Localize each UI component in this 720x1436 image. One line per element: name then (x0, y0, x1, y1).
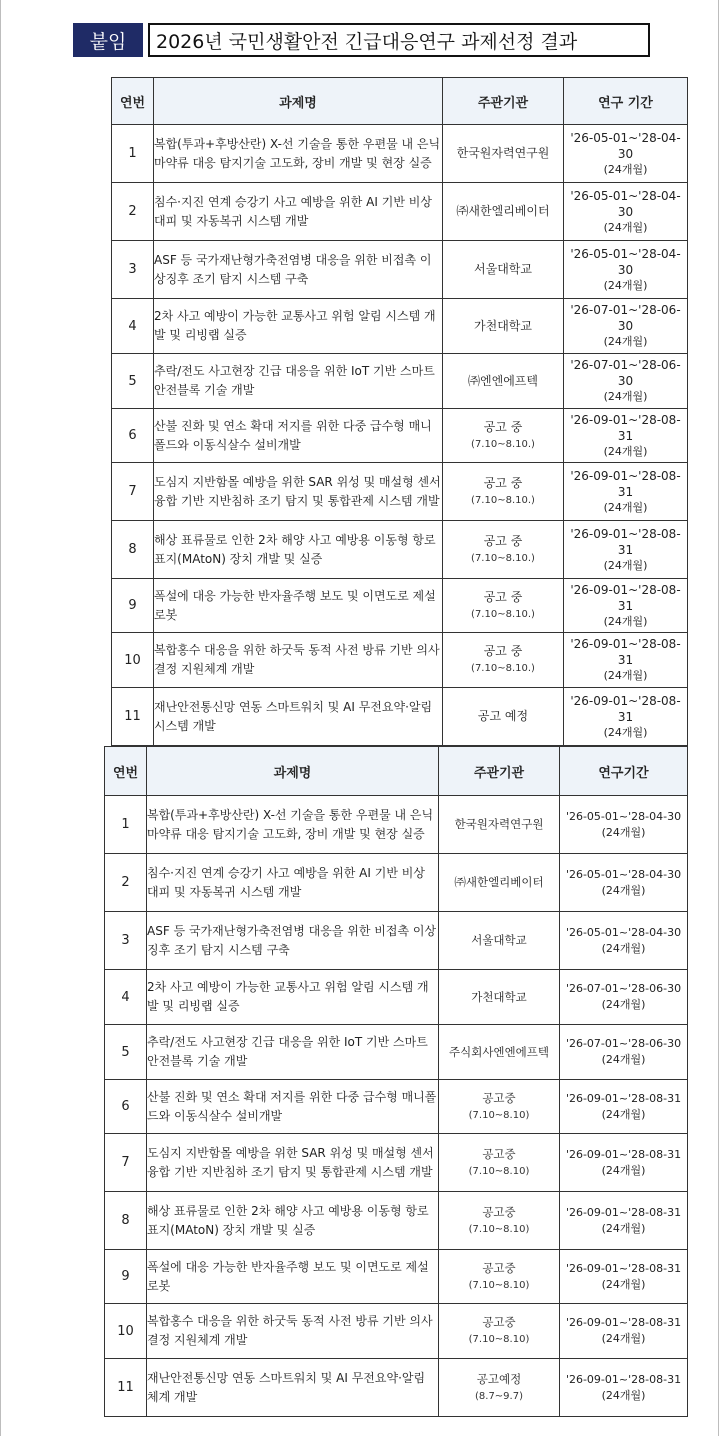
period-dates: '26-09-01~'28-08-31 (565, 1316, 682, 1329)
period-dates: '26-05-01~'28-04-30 (570, 246, 681, 277)
research-period (560, 1359, 688, 1417)
period-months: (24개월) (601, 1332, 646, 1345)
period-dates: '26-09-01~'28-08-31 (570, 412, 681, 443)
row-number: 7 (112, 463, 154, 521)
project-title: ASF 등 국가재난형가축전염병 대응을 위한 비접촉 이상징후 조기 탐지 시스템 구축 (147, 912, 439, 970)
period-months: (24개월) (601, 941, 646, 955)
selection-table-1 (111, 77, 688, 746)
table-row (112, 409, 688, 463)
org-name: 공고중 (482, 1146, 516, 1161)
lead-institution (439, 912, 560, 970)
project-title: 재난안전통신망 연동 스마트워치 및 AI 무전요약·알림 체계 개발 (147, 1359, 439, 1417)
lead-institution (443, 463, 564, 521)
research-period (560, 796, 688, 854)
table-row (105, 1250, 688, 1304)
org-name: 공고 중 (483, 589, 523, 604)
table-row (105, 912, 688, 970)
table-row (112, 125, 688, 183)
org-name: 한국원자력연구원 (454, 817, 544, 831)
table-row (112, 521, 688, 579)
period-dates: '26-07-01~'28-06-30 (570, 358, 681, 388)
period-dates: '26-09-01~'28-08-31 (570, 637, 681, 667)
row-number: 8 (105, 1192, 147, 1250)
table-row (105, 854, 688, 912)
lead-institution (439, 970, 560, 1025)
research-period (560, 1250, 688, 1304)
project-title: 해상 표류물로 인한 2차 해양 사고 예방용 이동형 항로표지(MAtoN) 장치 개발 및 실증 (154, 521, 443, 579)
org-name: 공고 중 (483, 533, 523, 548)
lead-institution (439, 1359, 560, 1417)
col-header-period: 연구 기간 (564, 78, 688, 125)
project-title: 산불 진화 및 연소 확대 저지를 위한 다중 급수형 매니폴드와 이동식살수 설비개발 (147, 1080, 439, 1134)
table-row (112, 463, 688, 521)
org-schedule: (8.7~9.7) (475, 1390, 523, 1402)
period-months: (24개월) (601, 1107, 646, 1121)
project-title: 산불 진화 및 연소 확대 저지를 위한 다중 급수형 매니폴드와 이동식살수 설비개발 (154, 409, 443, 463)
research-period (564, 463, 688, 521)
project-title: 해상 표류물로 인한 2차 해양 사고 예방용 이동형 항로표지(MAtoN) 장치 개발 및 실증 (147, 1192, 439, 1250)
lead-institution (439, 1134, 560, 1192)
research-period (560, 1025, 688, 1080)
period-dates: '26-05-01~'28-04-30 (570, 130, 681, 161)
period-months: (24개월) (603, 335, 648, 348)
lead-institution (443, 241, 564, 299)
period-months: (24개월) (601, 1277, 646, 1291)
org-schedule: (7.10~8.10.) (471, 552, 535, 564)
row-number: 2 (112, 183, 154, 241)
project-title: ASF 등 국가재난형가축전염병 대응을 위한 비접촉 이상징후 조기 탐지 시스템 구축 (154, 241, 443, 299)
org-name: ㈜엔엔에프텍 (468, 373, 538, 388)
lead-institution (443, 521, 564, 579)
project-title: 폭설에 대응 가능한 반자율주행 보도 및 이면도로 제설 로봇 (147, 1250, 439, 1304)
period-months: (24개월) (603, 614, 648, 628)
row-number: 11 (112, 688, 154, 746)
org-schedule: (7.10~8.10) (468, 1109, 530, 1121)
table-row (112, 183, 688, 241)
research-period (564, 354, 688, 409)
org-schedule: (7.10~8.10.) (471, 494, 535, 506)
period-dates: '26-09-01~'28-08-31 (565, 1372, 682, 1386)
project-title: 재난안전통신망 연동 스마트워치 및 AI 무전요약·알림 시스템 개발 (154, 688, 443, 746)
row-number: 10 (112, 633, 154, 688)
lead-institution (443, 688, 564, 746)
research-period (564, 409, 688, 463)
lead-institution (443, 183, 564, 241)
org-name: 공고중 (482, 1315, 516, 1329)
col-header-org: 주관기관 (439, 747, 560, 796)
col-header-org: 주관기관 (443, 78, 564, 125)
row-number: 7 (105, 1134, 147, 1192)
research-period (560, 1080, 688, 1134)
table-row (105, 1192, 688, 1250)
row-number: 5 (105, 1025, 147, 1080)
project-title: 복합(투과+후방산란) X-선 기술을 통한 우편물 내 은닉 마약류 대응 탐지기술 고도화, 장비 개발 및 현장 실증 (154, 125, 443, 183)
lead-institution (439, 1304, 560, 1359)
period-months: (24개월) (603, 725, 648, 739)
org-name: 공고예정 (476, 1371, 522, 1386)
research-period (560, 912, 688, 970)
research-period (560, 1134, 688, 1192)
row-number: 1 (112, 125, 154, 183)
lead-institution (443, 409, 564, 463)
org-name: 공고중 (482, 1260, 516, 1275)
research-period (560, 970, 688, 1025)
org-name: 주식회사엔엔에프텍 (449, 1044, 549, 1059)
col-header-no: 연번 (105, 747, 147, 796)
lead-institution (439, 1192, 560, 1250)
document-header (73, 23, 650, 57)
col-header-no: 연번 (112, 78, 154, 125)
period-dates: '26-05-01~'28-04-30 (565, 809, 682, 823)
lead-institution (439, 796, 560, 854)
lead-institution (443, 299, 564, 354)
org-schedule: (7.10~8.10.) (471, 438, 535, 450)
period-months: (24개월) (601, 1163, 646, 1177)
table-row (105, 1080, 688, 1134)
table-row (105, 1025, 688, 1080)
row-number: 4 (112, 299, 154, 354)
row-number: 3 (112, 241, 154, 299)
org-name: 가천대학교 (471, 989, 527, 1004)
lead-institution (443, 125, 564, 183)
research-period (564, 125, 688, 183)
project-title: 도심지 지반함몰 예방을 위한 SAR 위성 및 매설형 센서 융합 기반 지반침하 조기 탐지 및 통합관제 시스템 개발 (154, 463, 443, 521)
period-dates: '26-07-01~'28-06-30 (570, 303, 681, 333)
project-title: 2차 사고 예방이 가능한 교통사고 위험 알림 시스템 개발 및 리빙랩 실증 (154, 299, 443, 354)
period-months: (24개월) (601, 998, 646, 1011)
period-dates: '26-05-01~'28-04-30 (570, 188, 681, 219)
selection-table-2 (104, 746, 688, 1417)
col-header-period: 연구기간 (560, 747, 688, 796)
period-months: (24개월) (603, 278, 648, 292)
period-dates: '26-09-01~'28-08-31 (570, 693, 681, 724)
org-name: 공고 중 (483, 644, 523, 658)
org-name: 서울대학교 (471, 933, 527, 947)
table-row (112, 579, 688, 633)
org-name: 공고 예정 (477, 709, 529, 723)
period-dates: '26-07-01~'28-06-30 (565, 1037, 682, 1050)
org-name: 서울대학교 (474, 262, 532, 276)
research-period (560, 1304, 688, 1359)
org-name: 가천대학교 (474, 318, 532, 333)
project-title: 추락/전도 사고현장 긴급 대응을 위한 IoT 기반 스마트 안전블록 기술 개발 (154, 354, 443, 409)
row-number: 5 (112, 354, 154, 409)
period-dates: '26-09-01~'28-08-31 (565, 1205, 682, 1219)
period-dates: '26-05-01~'28-04-30 (565, 925, 682, 939)
project-title: 침수·지진 연계 승강기 사고 예방을 위한 AI 기반 비상 대피 및 자동복귀 시스템 개발 (154, 183, 443, 241)
org-name: 한국원자력연구원 (456, 146, 550, 160)
research-period (564, 521, 688, 579)
table-row (105, 1304, 688, 1359)
lead-institution (443, 354, 564, 409)
project-title: 복합홍수 대응을 위한 하굿둑 동적 사전 방류 기반 의사결정 지원체계 개발 (154, 633, 443, 688)
period-dates: '26-09-01~'28-08-31 (565, 1147, 682, 1161)
col-header-title: 과제명 (147, 747, 439, 796)
project-title: 2차 사고 예방이 가능한 교통사고 위험 알림 시스템 개발 및 리빙랩 실증 (147, 970, 439, 1025)
row-number: 11 (105, 1359, 147, 1417)
row-number: 4 (105, 970, 147, 1025)
project-title: 침수·지진 연계 승강기 사고 예방을 위한 AI 기반 비상 대피 및 자동복귀 시스템 개발 (147, 854, 439, 912)
table-row (112, 688, 688, 746)
org-name: 공고중 (482, 1090, 516, 1105)
col-header-title: 과제명 (154, 78, 443, 125)
lead-institution (443, 579, 564, 633)
org-schedule: (7.10~8.10.) (471, 663, 535, 674)
org-name: ㈜새한엘리베이터 (456, 204, 550, 218)
period-dates: '26-09-01~'28-08-31 (565, 1091, 682, 1105)
row-number: 2 (105, 854, 147, 912)
research-period (560, 1192, 688, 1250)
period-months: (24개월) (601, 1388, 646, 1402)
document-title: 2026년 국민생활안전 긴급대응연구 과제선정 결과 (148, 23, 650, 57)
attachment-badge: 붙임 (73, 23, 143, 57)
project-title: 복합(투과+후방산란) X-선 기술을 통한 우편물 내 은닉 마약류 대응 탐지기술 고도화, 장비 개발 및 현장 실증 (147, 796, 439, 854)
org-name: ㈜새한엘리베이터 (454, 875, 544, 889)
period-dates: '26-09-01~'28-08-31 (570, 468, 681, 499)
research-period (564, 633, 688, 688)
table-row (112, 633, 688, 688)
period-months: (24개월) (603, 390, 648, 403)
research-period (564, 688, 688, 746)
table-row (112, 241, 688, 299)
period-dates: '26-09-01~'28-08-31 (570, 526, 681, 557)
project-title: 복합홍수 대응을 위한 하굿둑 동적 사전 방류 기반 의사결정 지원체계 개발 (147, 1304, 439, 1359)
period-dates: '26-07-01~'28-06-30 (565, 982, 682, 995)
period-months: (24개월) (601, 883, 646, 897)
table-row (105, 1359, 688, 1417)
row-number: 3 (105, 912, 147, 970)
row-number: 6 (105, 1080, 147, 1134)
table-header-row (105, 747, 688, 796)
org-name: 공고 중 (483, 419, 523, 434)
research-period (564, 579, 688, 633)
period-months: (24개월) (601, 825, 646, 839)
project-title: 폭설에 대응 가능한 반자율주행 보도 및 이면도로 제설 로봇 (154, 579, 443, 633)
period-dates: '26-09-01~'28-08-31 (565, 1261, 682, 1275)
row-number: 1 (105, 796, 147, 854)
table-row (105, 796, 688, 854)
period-months: (24개월) (603, 220, 648, 234)
row-number: 6 (112, 409, 154, 463)
table-row (105, 1134, 688, 1192)
table-row (112, 299, 688, 354)
row-number: 8 (112, 521, 154, 579)
row-number: 9 (105, 1250, 147, 1304)
lead-institution (439, 1250, 560, 1304)
research-period (564, 183, 688, 241)
org-schedule: (7.10~8.10) (468, 1223, 530, 1235)
org-schedule: (7.10~8.10) (468, 1165, 530, 1177)
period-months: (24개월) (601, 1221, 646, 1235)
period-months: (24개월) (603, 558, 648, 572)
research-period (564, 299, 688, 354)
period-months: (24개월) (601, 1053, 646, 1066)
period-months: (24개월) (603, 444, 648, 458)
project-title: 도심지 지반함몰 예방을 위한 SAR 위성 및 매설형 센서 융합 기반 지반침하 조기 탐지 및 통합관제 시스템 개발 (147, 1134, 439, 1192)
research-period (560, 854, 688, 912)
table-header-row (112, 78, 688, 125)
research-period (564, 241, 688, 299)
org-name: 공고중 (482, 1204, 516, 1219)
period-dates: '26-05-01~'28-04-30 (565, 867, 682, 881)
org-schedule: (7.10~8.10) (468, 1334, 530, 1345)
lead-institution (439, 1025, 560, 1080)
lead-institution (443, 633, 564, 688)
row-number: 9 (112, 579, 154, 633)
org-schedule: (7.10~8.10.) (471, 608, 535, 620)
lead-institution (439, 1080, 560, 1134)
org-schedule: (7.10~8.10) (468, 1279, 530, 1291)
period-months: (24개월) (603, 669, 648, 682)
table-row (112, 354, 688, 409)
lead-institution (439, 854, 560, 912)
period-months: (24개월) (603, 162, 648, 176)
row-number: 10 (105, 1304, 147, 1359)
org-name: 공고 중 (483, 475, 523, 490)
period-months: (24개월) (603, 500, 648, 514)
period-dates: '26-09-01~'28-08-31 (570, 582, 681, 613)
table-row (105, 970, 688, 1025)
project-title: 추락/전도 사고현장 긴급 대응을 위한 IoT 기반 스마트 안전블록 기술 개발 (147, 1025, 439, 1080)
